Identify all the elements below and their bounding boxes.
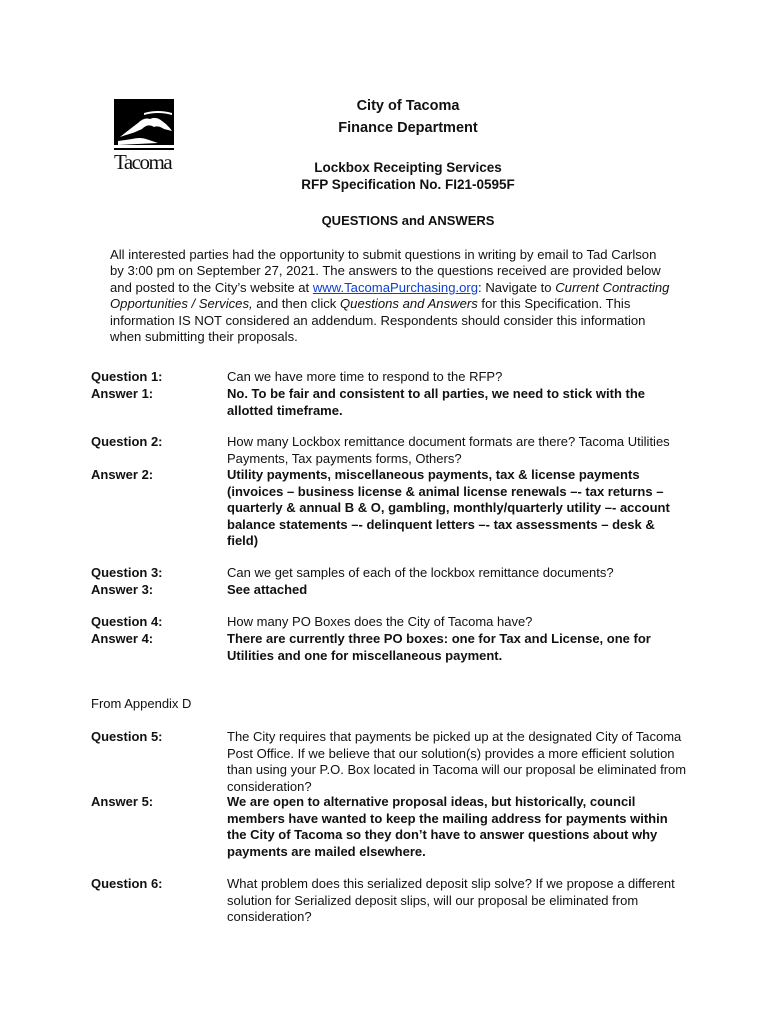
city-title: City of Tacoma <box>356 98 460 114</box>
answer-4-label: Answer 4: <box>91 631 154 646</box>
department-title: Finance Department <box>338 120 478 136</box>
question-1-text: Can we have more time to respond to the RFP? <box>227 369 503 384</box>
intro-text-2: : Navigate to <box>478 279 556 295</box>
intro-italic-2: Questions and Answers <box>339 296 478 312</box>
answer-1-label: Answer 1: <box>91 386 154 401</box>
question-5-text: The City requires that payments be picked up at the designated City of Tacoma Post Office. If we believe that our solution(s) provides a more efficient solution than using your P.O. Box located in Tacoma will our proposal be eliminated from consideration? <box>227 729 687 794</box>
answer-3-text: See attached <box>227 582 308 597</box>
answer-4-text: There are currently three PO boxes: one for Tax and License, one for Utilities and one for miscellaneous payment. <box>227 631 651 663</box>
section-heading: QUESTIONS and ANSWERS <box>321 213 495 228</box>
answer-3-label: Answer 3: <box>91 582 154 597</box>
question-4-label: Question 4: <box>91 614 163 629</box>
answer-1-text: No. To be fair and consistent to all parties, we need to stick with the allotted timeframe. <box>227 386 645 418</box>
question-3-text: Can we get samples of each of the lockbox remittance documents? <box>227 565 614 580</box>
answer-5-text: We are open to alternative proposal ideas, but historically, council members have wanted to keep the mailing address for payments within the City of Tacoma so they don’t have to answer questions about why payments are mailed elsewhere. <box>227 794 668 859</box>
intro-text-3: and then click <box>252 296 340 312</box>
question-1-label: Question 1: <box>91 369 163 384</box>
answer-5-label: Answer 5: <box>91 794 154 809</box>
question-4-text: How many PO Boxes does the City of Tacoma have? <box>227 614 533 629</box>
question-3-label: Question 3: <box>91 565 163 580</box>
question-5-label: Question 5: <box>91 729 163 744</box>
logo-wordmark: Tacoma <box>114 150 172 174</box>
intro-italic-1: Current Contracting Opportunities / Services, <box>110 279 670 312</box>
question-6-label: Question 6: <box>91 876 163 891</box>
answer-2-label: Answer 2: <box>91 467 154 482</box>
appendix-heading: From Appendix D <box>91 696 192 711</box>
tacoma-logo <box>114 99 176 177</box>
question-2-label: Question 2: <box>91 434 163 449</box>
intro-paragraph <box>110 247 670 345</box>
intro-text-1: All interested parties had the opportunity to submit questions in writing by email to Tad Carlson by 3:00 pm on September 27, 2021. The answers to the questions received are provided below and posted to the City’s website at <box>110 247 661 295</box>
question-6-text: What problem does this serialized deposit slip solve? If we propose a different solution for Serialized deposit slips, will our proposal be eliminated from consideration? <box>227 876 675 924</box>
tacoma-purchasing-link[interactable]: www.TacomaPurchasing.org <box>312 279 479 295</box>
question-2-text: How many Lockbox remittance document formats are there? Tacoma Utilities Payments, Tax payments forms, Others? <box>227 434 670 466</box>
project-title: Lockbox Receipting Services <box>314 160 502 175</box>
answer-2-text: Utility payments, miscellaneous payments, tax & license payments (invoices – business license & animal license renewals –- tax returns – quarterly & annual B & O, gambling, monthly/quarterly utility –- account balance statements –- delinquent letters –- tax assessments – desk & field) <box>227 467 670 548</box>
intro-text-4: for this Specification. This information IS NOT considered an addendum. Respondents should consider this information when submitting their proposals. <box>110 296 646 345</box>
spec-number: RFP Specification No. FI21-0595F <box>301 177 515 192</box>
